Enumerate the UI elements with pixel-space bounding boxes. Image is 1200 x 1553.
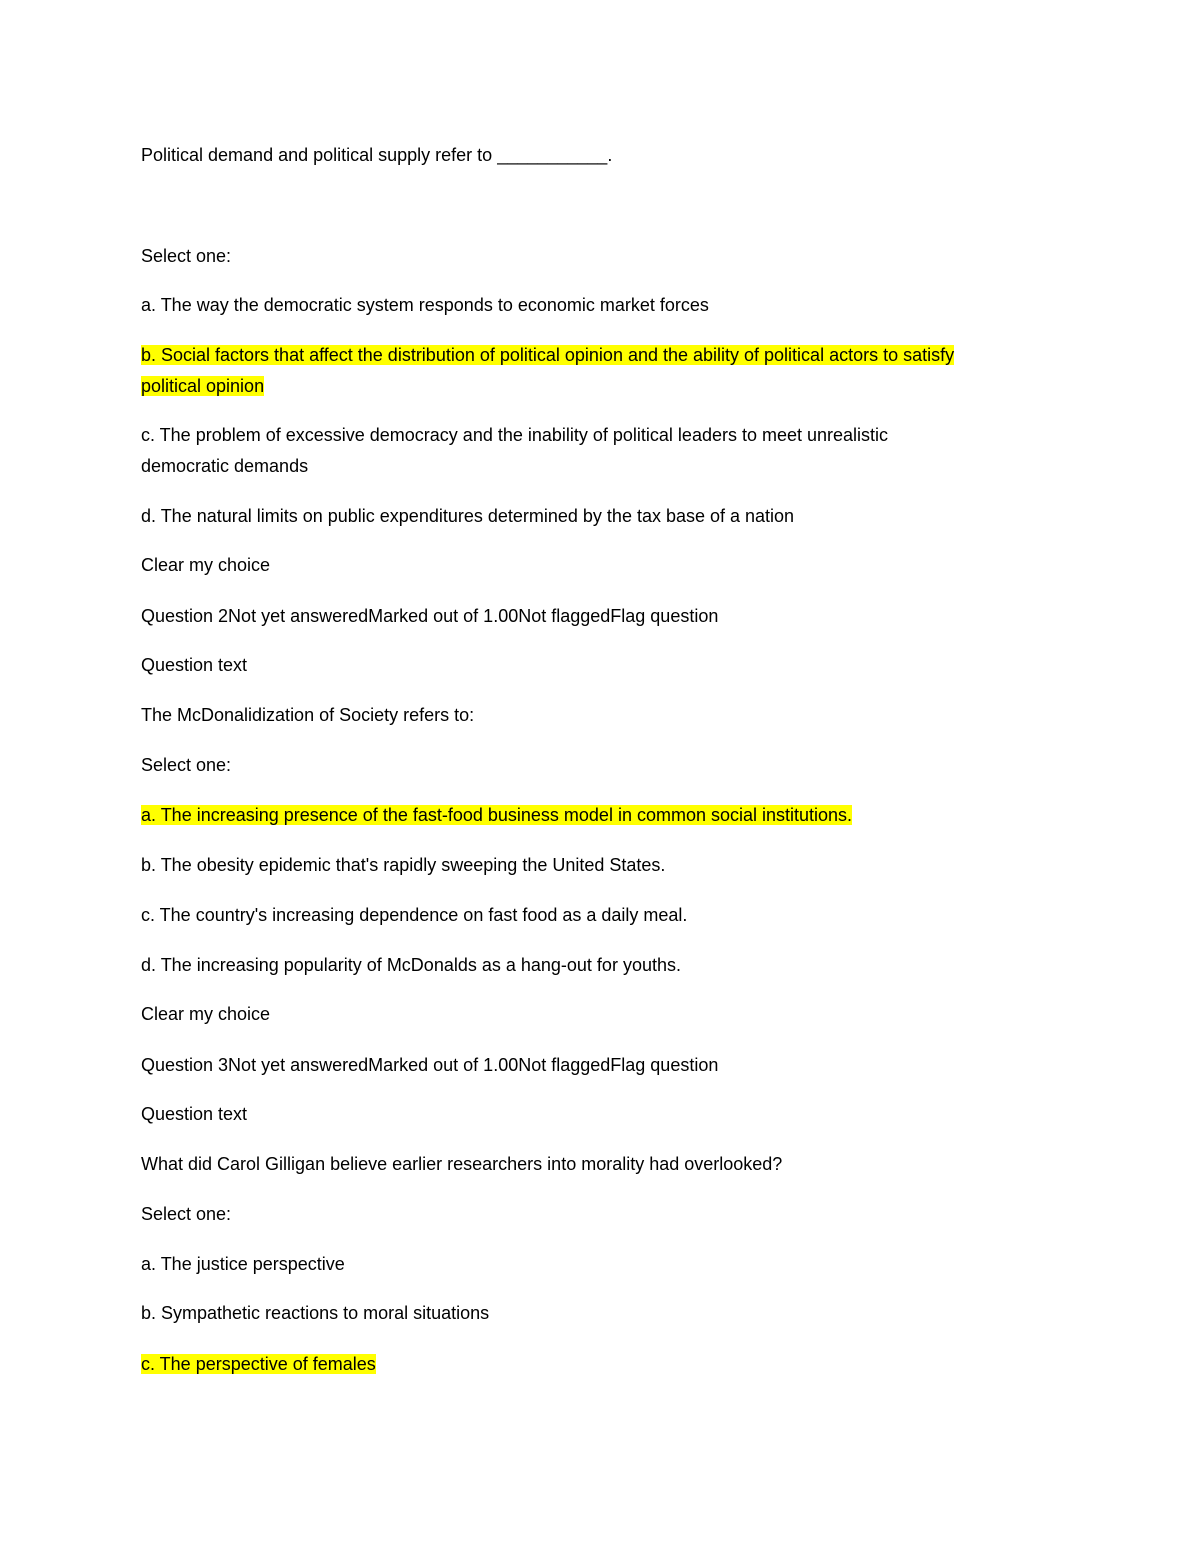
q1-option-b-line2 (141, 371, 264, 402)
q2-option-a-text: a. The increasing presence of the fast-food business model in common social institutions. (141, 805, 853, 825)
q1-option-c-line2: democratic demands (141, 456, 309, 476)
q3-option-a: a. The justice perspective (141, 1254, 345, 1274)
q3-prompt: What did Carol Gilligan believe earlier researchers into morality had overlooked? (141, 1154, 783, 1174)
q1-prompt: Political demand and political supply refer to ___________. (141, 145, 613, 165)
q1-option-b-line1 (141, 340, 954, 371)
q3-text-label: Question text (141, 1104, 248, 1124)
q1-option-b-line2-text: political opinion (141, 376, 265, 396)
q2-select-label: Select one: (141, 755, 232, 775)
q1-option-c-line1: c. The problem of excessive democracy and the inability of political leaders to meet unrealistic (141, 425, 889, 445)
q2-option-b: b. The obesity epidemic that's rapidly sweeping the United States. (141, 855, 666, 875)
q2-text-label: Question text (141, 655, 248, 675)
q2-prompt: The McDonalidization of Society refers to: (141, 705, 475, 725)
q1-option-b-line1-text: b. Social factors that affect the distribution of political opinion and the ability of political actors to satisfy (141, 345, 955, 365)
q2-clear-choice: Clear my choice (141, 1004, 271, 1024)
q1-clear-choice: Clear my choice (141, 555, 271, 575)
q2-option-d: d. The increasing popularity of McDonalds as a hang-out for youths. (141, 955, 681, 975)
q3-info: Question 3Not yet answeredMarked out of 1.00Not flaggedFlag question (141, 1055, 719, 1075)
q2-info: Question 2Not yet answeredMarked out of 1.00Not flaggedFlag question (141, 606, 719, 626)
q3-select-label: Select one: (141, 1204, 232, 1224)
q2-option-c: c. The country's increasing dependence on fast food as a daily meal. (141, 905, 688, 925)
q1-option-a: a. The way the democratic system responds to economic market forces (141, 295, 709, 315)
q3-option-c (141, 1349, 376, 1380)
q2-option-a (141, 800, 852, 831)
q3-option-c-text: c. The perspective of females (141, 1354, 376, 1374)
q1-option-d: d. The natural limits on public expenditures determined by the tax base of a nation (141, 506, 795, 526)
q3-option-b: b. Sympathetic reactions to moral situations (141, 1303, 490, 1323)
q1-select-label: Select one: (141, 246, 232, 266)
